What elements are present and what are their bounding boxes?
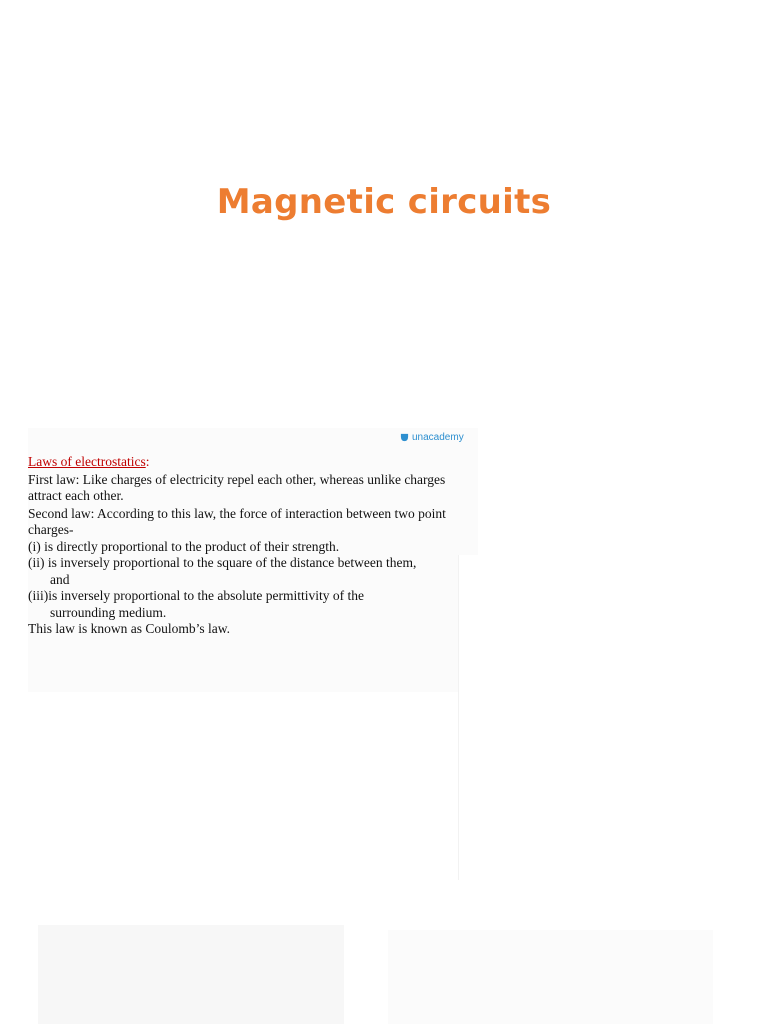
law-item-3-continued: surrounding medium. xyxy=(50,604,167,620)
law-item-2-continued: and xyxy=(50,571,70,587)
first-law-text: Like charges of electricity repel each other, whereas unlike charges attract each other. xyxy=(28,471,446,503)
dielectric-slabs-notes-image xyxy=(388,930,713,1024)
first-law-label: First law: xyxy=(28,471,80,487)
second-law xyxy=(28,506,448,539)
document-title: Magnetic circuits xyxy=(216,182,552,222)
second-law-text: According to this law, the force of interaction between two point charges- xyxy=(28,505,446,537)
slide-text xyxy=(28,454,448,638)
law-item-2: (ii) is inversely proportional to the square of the distance between them, xyxy=(28,555,417,570)
parallel-plate-capacitor-notes-image xyxy=(38,925,344,1024)
laws-heading-colon: : xyxy=(145,454,150,469)
law-item-3: (iii)is inversely proportional to the absolute permittivity of the xyxy=(28,588,364,603)
first-law xyxy=(28,472,448,505)
laws-heading xyxy=(28,454,448,471)
brand-logo xyxy=(400,432,464,443)
law-item-1: (i) is directly proportional to the product of their strength. xyxy=(28,538,340,554)
laws-heading-text: Laws of electrostatics xyxy=(28,454,146,469)
brand-name: unacademy xyxy=(412,432,464,443)
coulomb-law-note: This law is known as Coulomb’s law. xyxy=(28,621,230,636)
handwritten-notes-image xyxy=(458,555,768,880)
second-law-label: Second law: xyxy=(28,505,95,521)
unacademy-logo-icon xyxy=(400,433,409,442)
